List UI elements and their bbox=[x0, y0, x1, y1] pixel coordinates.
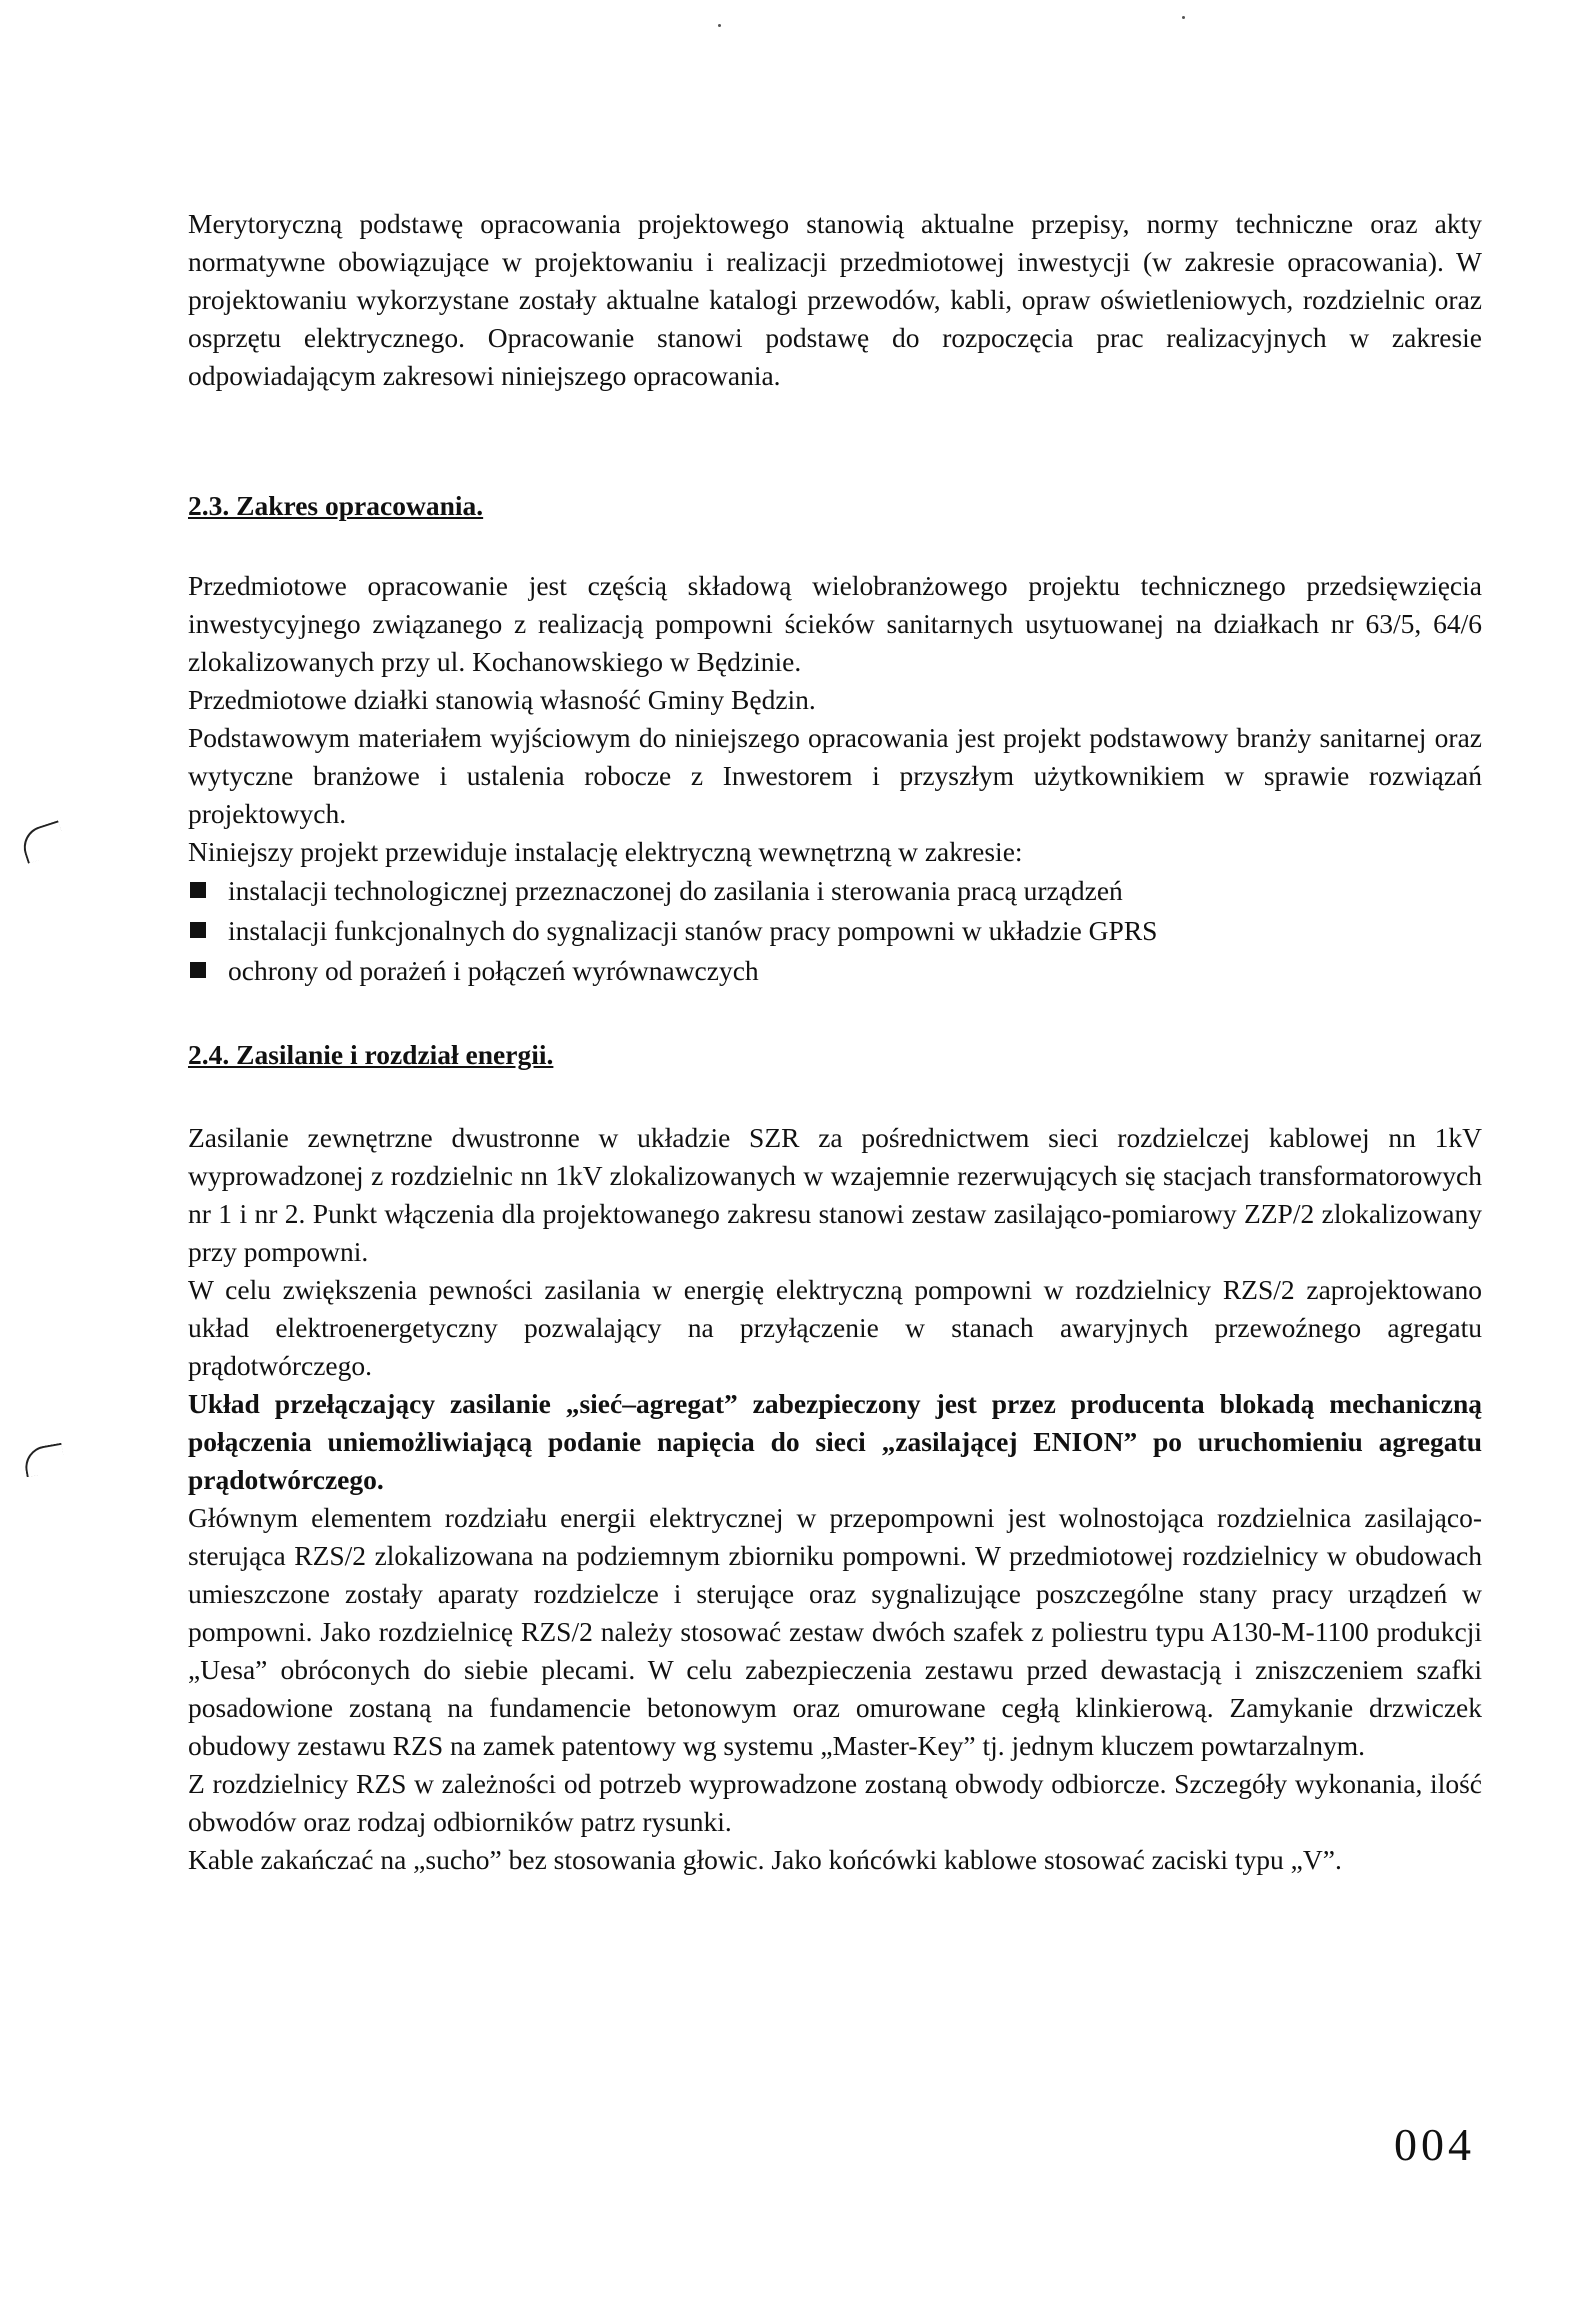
list-item bbox=[188, 911, 1482, 951]
bold-paragraph: Układ przełączający zasilanie „sieć–agregat” zabezpieczony jest przez producenta blokadą mechaniczną połączenia uniemożliwiającą podanie napięcia do sieci „zasilającej ENION” po uruchomieniu agregatu prądotwórczego. bbox=[188, 1388, 1482, 1495]
square-bullet-icon bbox=[190, 882, 206, 898]
square-bullet-icon bbox=[190, 922, 206, 938]
paragraph: Przedmiotowe działki stanowią własność Gminy Będzin. bbox=[188, 684, 816, 715]
list-item-text: ochrony od porażeń i połączeń wyrównawczych bbox=[228, 955, 759, 986]
paragraph: Podstawowym materiałem wyjściowym do niniejszego opracowania jest projekt podstawowy branży sanitarnej oraz wytyczne branżowe i ustalenia robocze z Inwestorem i przyszłym użytkownikiem w sprawie rozwiązań projektowych. bbox=[188, 722, 1482, 829]
section-2-3-body bbox=[188, 567, 1482, 991]
paragraph: Kable zakańczać na „sucho” bez stosowania głowic. Jako końcówki kablowe stosować zaciski typu „V”. bbox=[188, 1844, 1342, 1875]
page-number: 004 bbox=[1394, 2119, 1475, 2170]
scan-speck bbox=[1182, 16, 1185, 19]
paragraph: Zasilanie zewnętrzne dwustronne w układzie SZR za pośrednictwem sieci rozdzielczej kablowej nn 1kV wyprowadzonej z rozdzielnic nn 1kV zlokalizowanych w wzajemnie rezerwujących się stacjach transformatorowych nr 1 i nr 2. Punkt włączenia dla projektowanego zakresu stanowi zestaw zasilająco-pomiarowy ZZP/2 zlokalizowany przy pompowni. bbox=[188, 1122, 1482, 1267]
margin-mark bbox=[22, 1443, 66, 1478]
square-bullet-icon bbox=[190, 962, 206, 978]
section-heading-2-3: 2.3. Zakres opracowania. bbox=[188, 490, 484, 521]
list-item-text: instalacji funkcjonalnych do sygnalizacji stanów pracy pompowni w układzie GPRS bbox=[228, 915, 1158, 946]
paragraph: Niniejszy projekt przewiduje instalację elektryczną wewnętrzną w zakresie: bbox=[188, 836, 1023, 867]
scan-speck bbox=[718, 24, 721, 27]
intro-paragraph: Merytoryczną podstawę opracowania projektowego stanowią aktualne przepisy, normy techniczne oraz akty normatywne obowiązujące w projektowaniu i realizacji przedmiotowej inwestycji (w zakresie opracowania). W projektowaniu wykorzystane zostały aktualne katalogi przewodów, kabli, opraw oświetleniowych, rozdzielnic oraz osprzętu elektrycznego. Opracowanie stanowi podstawę do rozpoczęcia prac realizacyjnych w zakresie odpowiadającym zakresowi niniejszego opracowania. bbox=[188, 208, 1482, 391]
paragraph: Przedmiotowe opracowanie jest częścią składową wielobranżowego projektu technicznego przedsięwzięcia inwestycyjnego związanego z realizacją pompowni ścieków sanitarnych usytuowanej na działkach nr 63/5, 64/6 zlokalizowanych przy ul. Kochanowskiego w Będzinie. bbox=[188, 570, 1482, 677]
list-item-text: instalacji technologicznej przeznaczonej do zasilania i sterowania pracą urządzeń bbox=[228, 875, 1123, 906]
list-item bbox=[188, 871, 1482, 911]
paragraph: Głównym elementem rozdziału energii elektrycznej w przepompowni jest wolnostojąca rozdzielnica zasilająco-sterująca RZS/2 zlokalizowana na podziemnym zbiorniku pompowni. W przedmiotowej rozdzielnicy w obudowach umieszczone zostały aparaty rozdzielcze i sterujące oraz sygnalizujące poszczególne stany pracy urządzeń w pompowni. Jako rozdzielnicę RZS/2 należy stosować zestaw dwóch szafek z poliestru typu A130-M-1100 produkcji „Uesa” obróconych do siebie plecami. W celu zabezpieczenia zestawu przed dewastacją i zniszczeniem szafki posadowione zostaną na fundamencie betonowym oraz omurowane cegłą klinkierową. Zamykanie drzwiczek obudowy zestawu RZS na zamek patentowy wg systemu „Master-Key” tj. jednym kluczem powtarzalnym. bbox=[188, 1502, 1482, 1761]
paragraph: W celu zwiększenia pewności zasilania w energię elektryczną pompowni w rozdzielnicy RZS/2 zaprojektowano układ elektroenergetyczny pozwalający na przyłączenie w stanach awaryjnych przewoźnego agregatu prądotwórczego. bbox=[188, 1274, 1482, 1381]
intro-section bbox=[188, 205, 1482, 395]
section-heading-2-4: 2.4. Zasilanie i rozdział energii. bbox=[188, 1039, 554, 1070]
paragraph: Z rozdzielnicy RZS w zależności od potrzeb wyprowadzone zostaną obwody odbiorcze. Szczegóły wykonania, ilość obwodów oraz rodzaj odbiorników patrz rysunki. bbox=[188, 1768, 1482, 1837]
section-2-4-body bbox=[188, 1119, 1482, 1879]
scope-bullet-list bbox=[188, 871, 1482, 991]
margin-mark bbox=[18, 820, 68, 863]
list-item bbox=[188, 951, 1482, 991]
